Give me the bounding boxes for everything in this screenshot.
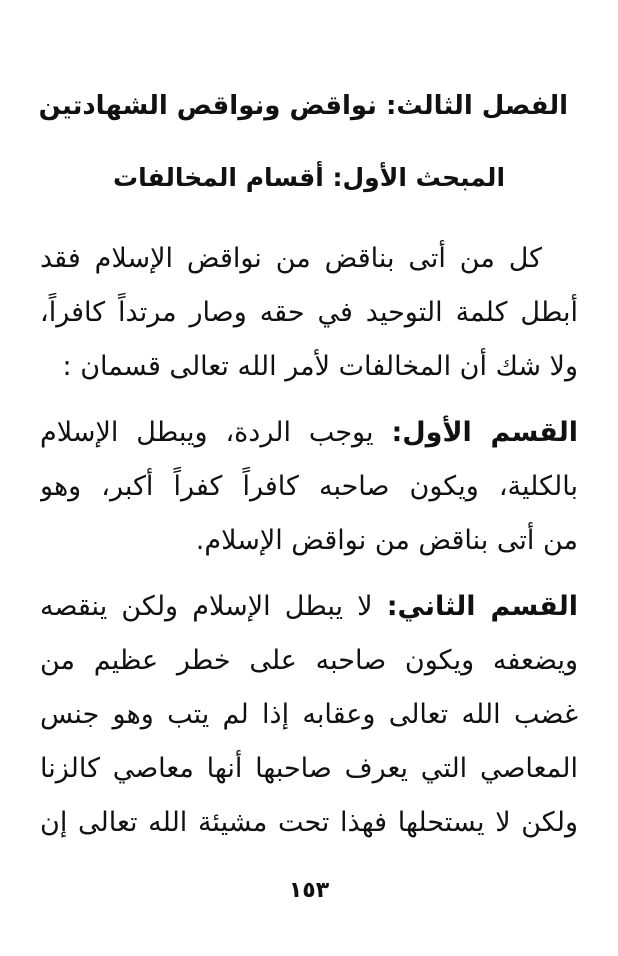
- text-line: من أتى بناقض من نواقض الإسلام.: [195, 525, 578, 556]
- text-line: ولكن لا يستحلها فهذا تحت مشيئة الله تعالى إن: [40, 807, 578, 838]
- section-keyword: القسم الأول:: [391, 417, 578, 448]
- section-title: المبحث الأول: أقسام المخالفات: [112, 163, 506, 192]
- text-line-content: لا يبطل الإسلام ولكن ينقصه: [40, 591, 373, 622]
- paragraph-second-section: [40, 580, 578, 850]
- paragraph-intro: [40, 232, 578, 394]
- text-line: المعاصي التي يعرف صاحبها أنها معاصي كالزنا: [40, 753, 578, 784]
- page-number: ١٥٣: [288, 878, 330, 903]
- text-line: بالكلية، ويكون صاحبه كافراً كفراً أكبر، وهو: [40, 471, 578, 502]
- chapter-title: الفصل الثالث: نواقض ونواقص الشهادتين: [38, 91, 568, 121]
- text-line: [40, 406, 578, 460]
- text-line: ولا شك أن المخالفات لأمر الله تعالى قسمان :: [62, 351, 578, 382]
- text-line-content: يوجب الردة، ويبطل الإسلام: [40, 417, 374, 448]
- text-line: [40, 580, 578, 634]
- text-line: أبطل كلمة التوحيد في حقه وصار مرتداً كافراً،: [40, 297, 578, 328]
- text-line: غضب الله تعالى وعقابه إذا لم يتب وهو جنس: [40, 699, 578, 730]
- section-keyword: القسم الثاني:: [386, 591, 578, 622]
- text-line: كل من أتى بناقض من نواقض الإسلام فقد: [40, 243, 542, 274]
- text-line: ويضعفه ويكون صاحبه على خطر عظيم من: [40, 645, 578, 676]
- paragraph-first-section: [40, 406, 578, 568]
